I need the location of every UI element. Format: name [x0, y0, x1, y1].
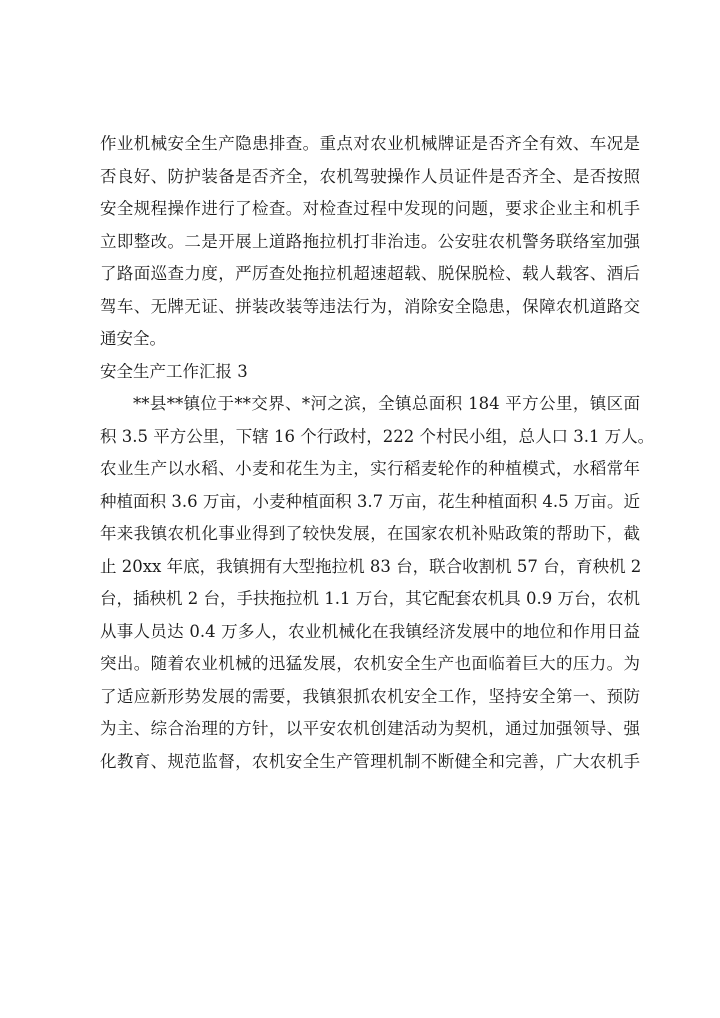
- text-line: 台，插秧机 2 台，手扶拖拉机 1.1 万台，其它配套农机具 0.9 万台，农机: [100, 589, 640, 608]
- paragraph-1: [100, 128, 640, 356]
- text-line: 积 3.5 平方公里，下辖 16 个行政村，222 个村民小组，总人口 3.1 万人。: [100, 426, 655, 446]
- text-line: 为主、综合治理的方针，以平安农机创建活动为契机，通过加强领导、强: [100, 719, 640, 738]
- text-line: 驾车、无牌无证、拼装改装等违法行为，消除安全隐患，保障农机道路交: [100, 296, 640, 316]
- paragraph-2: [100, 388, 655, 778]
- text-line: 否良好、防护装备是否齐全，农机驾驶操作人员证件是否齐全、是否按照: [100, 166, 640, 186]
- text-line: 农业生产以水稻、小麦和花生为主，实行稻麦轮作的种植模式，水稻常年: [100, 459, 640, 478]
- text-line: 年来我镇农机化事业得到了较快发展，在国家农机补贴政策的帮助下，截: [100, 524, 640, 543]
- text-line: 立即整改。二是开展上道路拖拉机打非治违。公安驻农机警务联络室加强: [100, 231, 640, 251]
- text-line: 了路面巡查力度，严厉查处拖拉机超速超载、脱保脱检、载人载客、酒后: [100, 264, 640, 283]
- text-line: 通安全。: [100, 329, 166, 348]
- text-line: 止 20xx 年底，我镇拥有大型拖拉机 83 台，联合收割机 57 台，育秧机 2: [100, 556, 642, 576]
- section-heading: 安全生产工作汇报 3: [100, 361, 248, 381]
- text-line: 安全规程操作进行了检查。对检查过程中发现的问题，要求企业主和机手: [100, 199, 640, 218]
- text-line: 突出。随着农业机械的迅猛发展，农机安全生产也面临着巨大的压力。为: [100, 654, 640, 673]
- text-line: 种植面积 3.6 万亩，小麦种植面积 3.7 万亩，花生种植面积 4.5 万亩。近: [100, 491, 640, 511]
- text-line: 了适应新形势发展的需要，我镇狠抓农机安全工作，坚持安全第一、预防: [100, 686, 640, 706]
- document-body: [100, 128, 655, 778]
- text-line: **县**镇位于**交界、*河之滨，全镇总面积 184 平方公里，镇区面: [133, 394, 640, 413]
- text-line: 化教育、规范监督，农机安全生产管理机制不断健全和完善，广大农机手: [100, 751, 640, 771]
- text-line: 从事人员达 0.4 万多人，农业机械化在我镇经济发展中的地位和作用日益: [100, 621, 640, 641]
- text-line: 作业机械安全生产隐患排查。重点对农业机械牌证是否齐全有效、车况是: [100, 134, 640, 153]
